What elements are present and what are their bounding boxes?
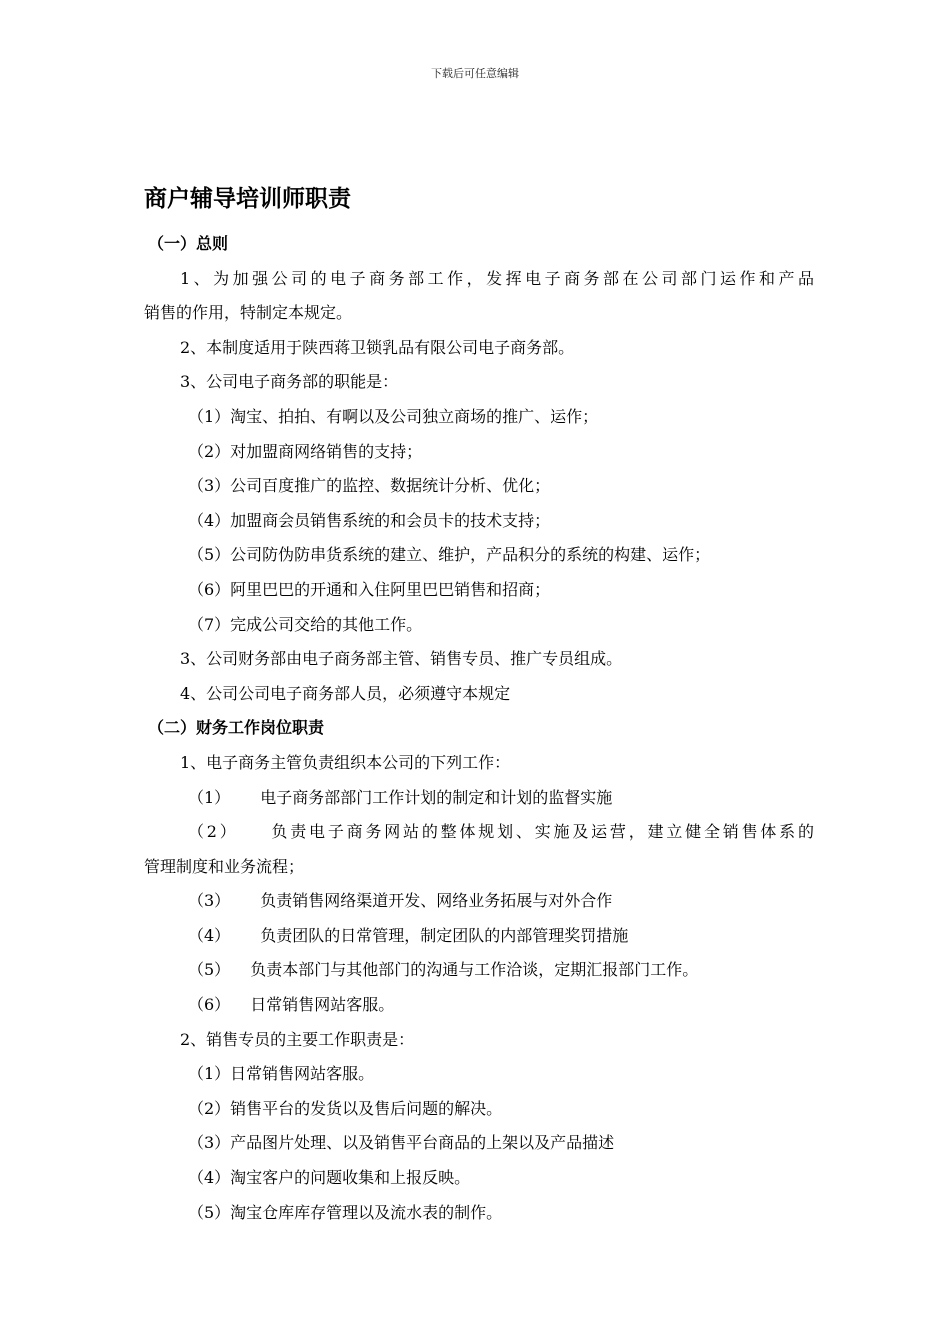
- section-heading-duties: （二）财务工作岗位职责: [148, 718, 325, 738]
- manager-duty-3: [144, 884, 814, 919]
- manager-duty-6-text: 日常销售网站客服。: [250, 995, 395, 1015]
- manager-duty-2-number: （2）: [188, 822, 239, 842]
- manager-duty-4-number: （4）: [188, 925, 231, 945]
- manager-duty-5-number: （5）: [188, 960, 231, 980]
- paragraph-3: 3、公司电子商务部的职能是：: [180, 372, 399, 392]
- function-item-2: （2）对加盟商网络销售的支持；: [188, 441, 423, 461]
- header-note: 下载后可任意编辑: [431, 67, 519, 80]
- manager-duty-3-number: （3）: [188, 891, 231, 911]
- paragraph-5: 4、公司公司电子商务部人员，必须遵守本规定: [180, 683, 511, 703]
- manager-duty-1: [144, 781, 814, 816]
- function-item-7: （7）完成公司交给的其他工作。: [188, 614, 423, 634]
- function-item-3: （3）公司百度推广的监控、数据统计分析、优化；: [188, 476, 551, 496]
- sales-duty-5: （5）淘宝仓库库存管理以及流水表的制作。: [188, 1202, 503, 1222]
- manager-duty-6-number: （6）: [188, 995, 231, 1015]
- paragraph-4: 3、公司财务部由电子商务部主管、销售专员、推广专员组成。: [180, 649, 623, 669]
- manager-duty-1-text: 电子商务部部门工作计划的制定和计划的监督实施: [260, 787, 613, 807]
- section-heading-general: （一）总则: [148, 234, 229, 253]
- manager-duty-4: [144, 919, 814, 954]
- manager-duty-3-text: 负责销售网络渠道开发、网络业务拓展与对外合作: [260, 891, 613, 911]
- paragraph-1-line-1: 1、为加强公司的电子商务部工作，发挥电子商务部在公司部门运作和产品: [180, 268, 814, 288]
- function-item-1: （1）淘宝、拍拍、有啊以及公司独立商场的推广、运作；: [188, 406, 599, 426]
- manager-duty-2-text: 负责电子商务网站的整体规划、实施及运营，建立健全销售体系的: [268, 822, 814, 842]
- function-item-6: （6）阿里巴巴的开通和入住阿里巴巴销售和招商；: [188, 579, 551, 599]
- sales-duty-1: （1）日常销售网站客服。: [188, 1064, 375, 1084]
- duty-paragraph-1: 1、电子商务主管负责组织本公司的下列工作：: [180, 752, 511, 772]
- sales-duty-2: （2）销售平台的发货以及售后问题的解决。: [188, 1098, 503, 1118]
- document-body: [144, 227, 814, 1230]
- manager-duty-2-continued: 管理制度和业务流程；: [144, 856, 305, 876]
- document-title: 商户辅导培训师职责: [144, 186, 351, 212]
- manager-duty-6: [144, 988, 814, 1023]
- manager-duty-4-text: 负责团队的日常管理，制定团队的内部管理奖罚措施: [260, 925, 629, 945]
- sales-duty-4: （4）淘宝客户的问题收集和上报反映。: [188, 1168, 471, 1188]
- sales-duty-3: （3）产品图片处理、以及销售平台商品的上架以及产品描述: [188, 1133, 615, 1153]
- duty-paragraph-2: 2、销售专员的主要工作职责是：: [180, 1029, 415, 1049]
- manager-duty-1-number: （1）: [188, 787, 231, 807]
- function-item-4: （4）加盟商会员销售系统的和会员卡的技术支持；: [188, 510, 551, 530]
- function-item-5: （5）公司防伪防串货系统的建立、维护，产品积分的系统的构建、运作；: [188, 545, 711, 565]
- manager-duty-5-text: 负责本部门与其他部门的沟通与工作洽谈，定期汇报部门工作。: [250, 960, 699, 980]
- paragraph-1-line-2: 销售的作用，特制定本规定。: [144, 303, 353, 323]
- manager-duty-5: [144, 953, 814, 988]
- manager-duty-2: [144, 815, 814, 850]
- paragraph-2: 2、本制度适用于陕西蒋卫锁乳品有限公司电子商务部。: [180, 337, 575, 357]
